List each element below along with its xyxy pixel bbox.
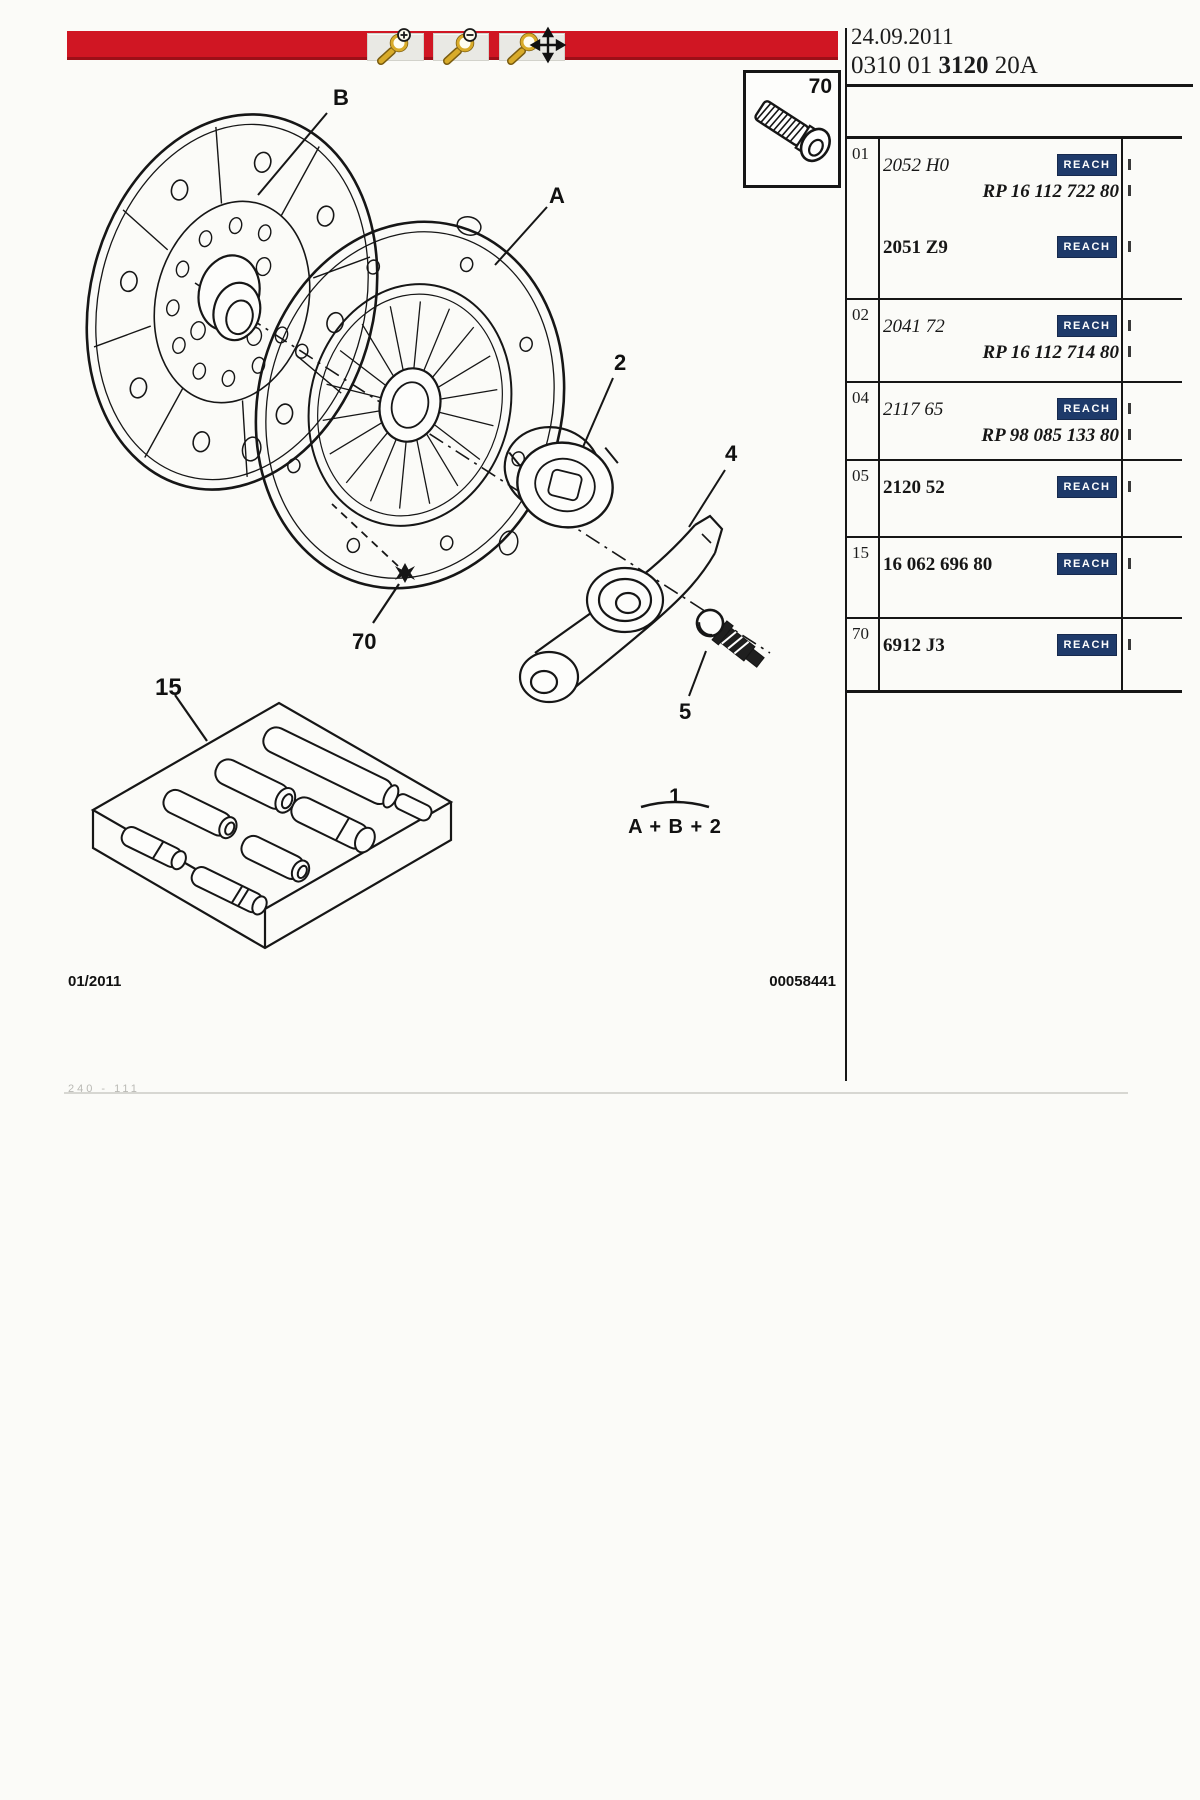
cutoff-mark <box>1128 481 1131 492</box>
ball-stud-drawing <box>692 605 769 673</box>
cutoff-mark <box>1128 639 1131 650</box>
ref-suffix: 20A <box>988 52 1038 79</box>
screw-dashed-line <box>332 504 398 566</box>
part-number: 2051 Z9 <box>883 237 948 258</box>
clutch-fork-drawing <box>520 516 722 702</box>
label-screw: 70 <box>352 629 377 654</box>
part-entry <box>881 477 1120 501</box>
clutch-exploded-diagram <box>65 55 845 1085</box>
bearing-leader-line <box>583 378 613 447</box>
cutoff-mark <box>1128 346 1131 357</box>
label-fork: 4 <box>725 441 738 466</box>
formula-denominator: A + B + 2 <box>628 816 722 838</box>
repair-kit-drawing <box>93 703 451 948</box>
table-right-border <box>1121 136 1123 693</box>
reach-badge[interactable]: REACH <box>1057 553 1117 575</box>
cutoff-mark <box>1128 429 1131 440</box>
reach-badge[interactable]: REACH <box>1057 634 1117 656</box>
ref-family-code: 3120 <box>938 52 989 79</box>
screw-leader-line <box>373 584 399 623</box>
cutoff-mark <box>1128 185 1131 196</box>
ref-prefix: 0310 01 <box>851 52 939 79</box>
number-column-divider <box>878 136 880 693</box>
row-ref-number: 04 <box>852 388 869 407</box>
clutch-disc-drawing <box>65 83 416 520</box>
part-row[interactable] <box>845 139 1122 298</box>
parts-table <box>845 136 1185 690</box>
drawing-number: 00058441 <box>769 973 836 990</box>
reach-badge[interactable]: REACH <box>1057 315 1117 337</box>
part-entry <box>881 316 1120 340</box>
doc-reference <box>851 52 1038 80</box>
inset-part-number: 70 <box>808 75 832 98</box>
row-ref-number: 05 <box>852 466 869 485</box>
label-cover: A <box>549 183 565 208</box>
reach-badge[interactable]: REACH <box>1057 154 1117 176</box>
part-number: 2041 72 <box>883 316 945 337</box>
part-row[interactable] <box>845 461 1122 536</box>
kit-leader-line <box>175 695 207 741</box>
part-number: 2117 65 <box>883 399 944 420</box>
part-entry <box>881 237 1120 261</box>
rp-number: RP 98 085 133 80 <box>981 425 1119 446</box>
row-ref-number: 15 <box>852 543 869 562</box>
row-ref-number: 02 <box>852 305 869 324</box>
stud-leader-line <box>689 651 706 696</box>
part-entry <box>881 399 1120 423</box>
cover-leader-line <box>495 207 547 265</box>
edition-date: 01/2011 <box>68 973 122 990</box>
reach-badge[interactable]: REACH <box>1057 398 1117 420</box>
cutoff-mark <box>1128 558 1131 569</box>
doc-date: 24.09.2011 <box>851 24 954 49</box>
part-entry <box>881 155 1120 179</box>
row-ref-number: 01 <box>852 144 869 163</box>
table-bottom-border <box>845 690 1182 693</box>
label-stud: 5 <box>679 699 692 724</box>
bottom-rule <box>64 1092 1128 1094</box>
rp-number: RP 16 112 714 80 <box>982 342 1119 363</box>
label-disc: B <box>333 85 349 110</box>
part-number: 6912 J3 <box>883 635 945 656</box>
cutoff-mark <box>1128 159 1131 170</box>
part-number: 2052 H0 <box>883 155 949 176</box>
part-row[interactable] <box>845 383 1122 459</box>
part-row[interactable] <box>845 300 1122 381</box>
reach-badge[interactable]: REACH <box>1057 476 1117 498</box>
cutoff-mark <box>1128 403 1131 414</box>
label-bearing: 2 <box>614 350 627 375</box>
part-number: 16 062 696 80 <box>883 554 993 575</box>
part-entry <box>881 635 1120 659</box>
part-number: 2120 52 <box>883 477 945 498</box>
rp-number: RP 16 112 722 80 <box>982 181 1119 202</box>
label-kit: 15 <box>155 674 182 701</box>
part-row[interactable] <box>845 538 1122 617</box>
cutoff-faint-text: 240 - 111 <box>68 1083 140 1095</box>
cutoff-mark <box>1128 241 1131 252</box>
reach-badge[interactable]: REACH <box>1057 236 1117 258</box>
part-entry <box>881 554 1120 578</box>
part-row[interactable] <box>845 619 1122 690</box>
formula-numerator: 1 <box>669 785 681 808</box>
row-ref-number: 70 <box>852 624 869 643</box>
header-rule <box>845 84 1193 87</box>
cutoff-mark <box>1128 320 1131 331</box>
clutch-cover-drawing <box>218 177 605 621</box>
